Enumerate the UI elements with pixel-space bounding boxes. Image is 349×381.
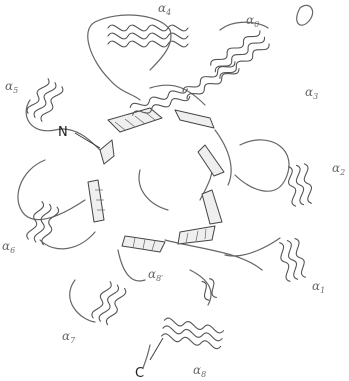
label-alpha4: $\alpha_4$ — [158, 1, 172, 17]
n-terminus-pointer — [75, 133, 100, 148]
helix-a7 — [91, 280, 128, 325]
label-alpha2: $\alpha_2$ — [332, 161, 346, 177]
label-alpha8: $\alpha_8$ — [193, 363, 207, 379]
helix-a2 — [286, 163, 314, 206]
helix-a4 — [108, 25, 188, 47]
helix-a0 — [209, 28, 271, 80]
label-alpha3: $\alpha_3$ — [305, 85, 319, 101]
beta-barrel — [88, 108, 224, 252]
helix-a6 — [26, 201, 60, 246]
label-n-terminus: N — [58, 125, 68, 140]
c-terminus-pointer — [150, 338, 163, 360]
helix-a1 — [277, 238, 308, 282]
label-alpha0: $\alpha_0$ — [246, 13, 260, 29]
label-c-terminus: C — [135, 366, 145, 381]
helix-a8 — [161, 317, 224, 349]
helix-a8prime — [199, 278, 219, 302]
label-alpha5: $\alpha_5$ — [5, 79, 19, 95]
helix-a5 — [26, 77, 65, 123]
label-alpha7: $\alpha_7$ — [62, 329, 76, 345]
backbone-loops — [18, 5, 313, 368]
label-alpha6: $\alpha_6$ — [2, 239, 16, 255]
label-alpha8prime: $\alpha_{8'}$ — [148, 267, 164, 283]
label-alpha1: $\alpha_1$ — [312, 279, 326, 295]
